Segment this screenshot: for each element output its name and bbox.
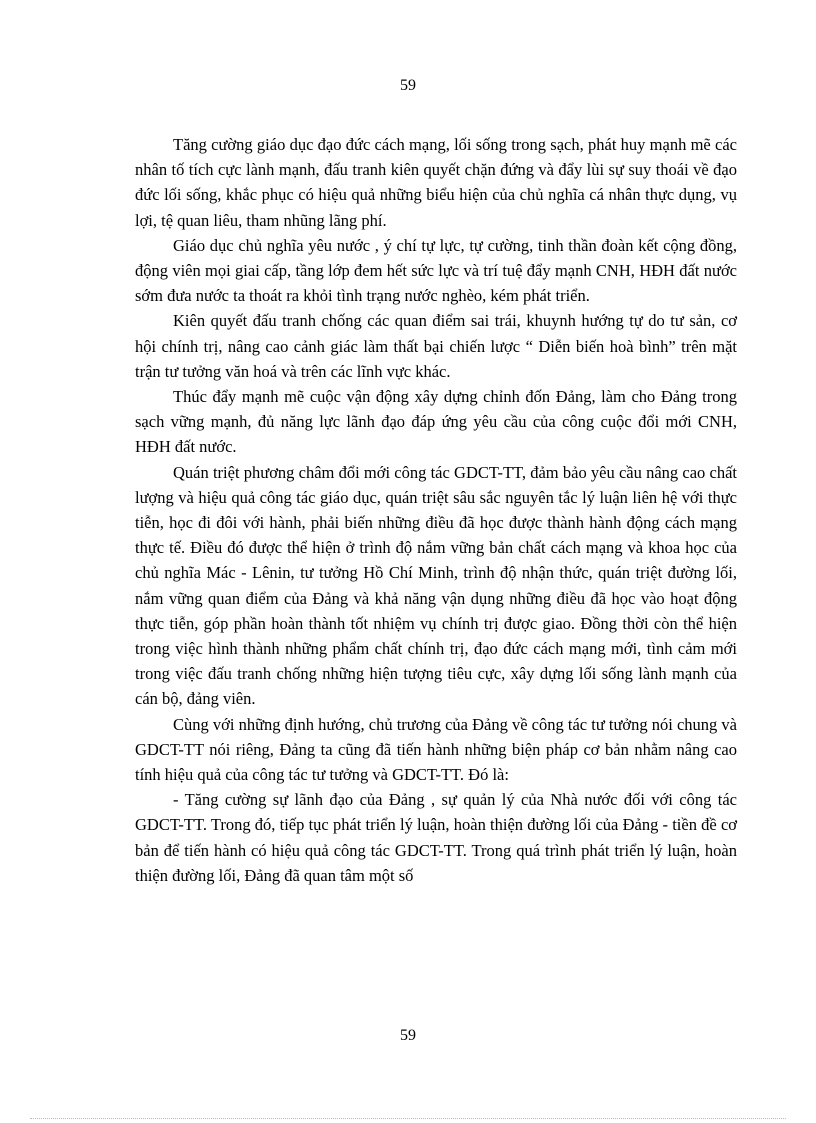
body-text [135, 132, 737, 888]
paragraph: Thúc đẩy mạnh mẽ cuộc vận động xây dựng chỉnh đốn Đảng, làm cho Đảng trong sạch vững mạnh, đủ năng lực lãnh đạo đáp ứng yêu cầu của công cuộc đổi mới CNH, HĐH đất nước. [135, 387, 737, 457]
paragraph: - Tăng cường sự lãnh đạo của Đảng , sự quản lý của Nhà nước đối với công tác GDCT-TT. Trong đó, tiếp tục phát triển lý luận, hoàn thiện đường lối của Đảng - tiền đề cơ bản để tiến hành có hiệu quả công tác GDCT-TT. Trong quá trình phát triển lý luận, hoàn thiện đường lối, Đảng đã quan tâm một số [135, 790, 737, 885]
paragraph: Quán triệt phương châm đổi mới công tác GDCT-TT, đảm bảo yêu cầu nâng cao chất lượng và hiệu quả công tác giáo dục, quán triệt sâu sắc nguyên tắc lý luận liên hệ với thực tiễn, học đi đôi với hành, phải biến những điều đã học được thành hành động cách mạng thực tế. Điều đó được thể hiện ở trình độ nắm vững bản chất cách mạng và khoa học của chủ nghĩa Mác - Lênin, tư tưởng Hồ Chí Minh, trình độ nhận thức, quán triệt đường lối, nắm vững quan điểm của Đảng và khả năng vận dụng những điều đã học vào hoạt động thực tiễn, góp phần hoàn thành tốt nhiệm vụ chính trị được giao. Đồng thời còn thể hiện trong việc hình thành những phẩm chất chính trị, đạo đức cách mạng mới, tình cảm mới trong việc đấu tranh chống những hiện tượng tiêu cực, xây dựng lối sống lành mạnh của cán bộ, đảng viên. [135, 462, 737, 709]
paragraph: Cùng với những định hướng, chủ trương của Đảng về công tác tư tưởng nói chung và GDCT-TT nói riêng, Đảng ta cũng đã tiến hành những biện pháp cơ bản nhằm nâng cao tính hiệu quả của công tác tư tưởng và GDCT-TT. Đó là: [135, 714, 737, 785]
page-number-bottom: 59 [400, 1027, 416, 1044]
paragraph: Tăng cường giáo dục đạo đức cách mạng, lối sống trong sạch, phát huy mạnh mẽ các nhân tố tích cực lành mạnh, đấu tranh kiên quyết chặn đứng và đẩy lùi sự suy thoái về đạo đức lối sống, khắc phục có hiệu quả những biểu hiện của chủ nghĩa cá nhân thực dụng, vụ lợi, tệ quan liêu, tham nhũng lãng phí. [135, 135, 737, 230]
page-edge-divider [30, 1118, 786, 1119]
paragraph: Giáo dục chủ nghĩa yêu nước , ý chí tự lực, tự cường, tinh thần đoàn kết cộng đồng, động viên mọi giai cấp, tầng lớp đem hết sức lực và trí tuệ đẩy mạnh CNH, HĐH đất nước sớm đưa nước ta thoát ra khỏi tình trạng nước nghèo, kém phát triển. [135, 235, 737, 306]
paragraph: Kiên quyết đấu tranh chống các quan điểm sai trái, khuynh hướng tự do tư sản, cơ hội chính trị, nâng cao cảnh giác làm thất bại chiến lược “ Diễn biến hoà bình” trên mặt trận tư tưởng văn hoá và trên các lĩnh vực khác. [135, 311, 737, 381]
page-number-top: 59 [400, 77, 416, 94]
